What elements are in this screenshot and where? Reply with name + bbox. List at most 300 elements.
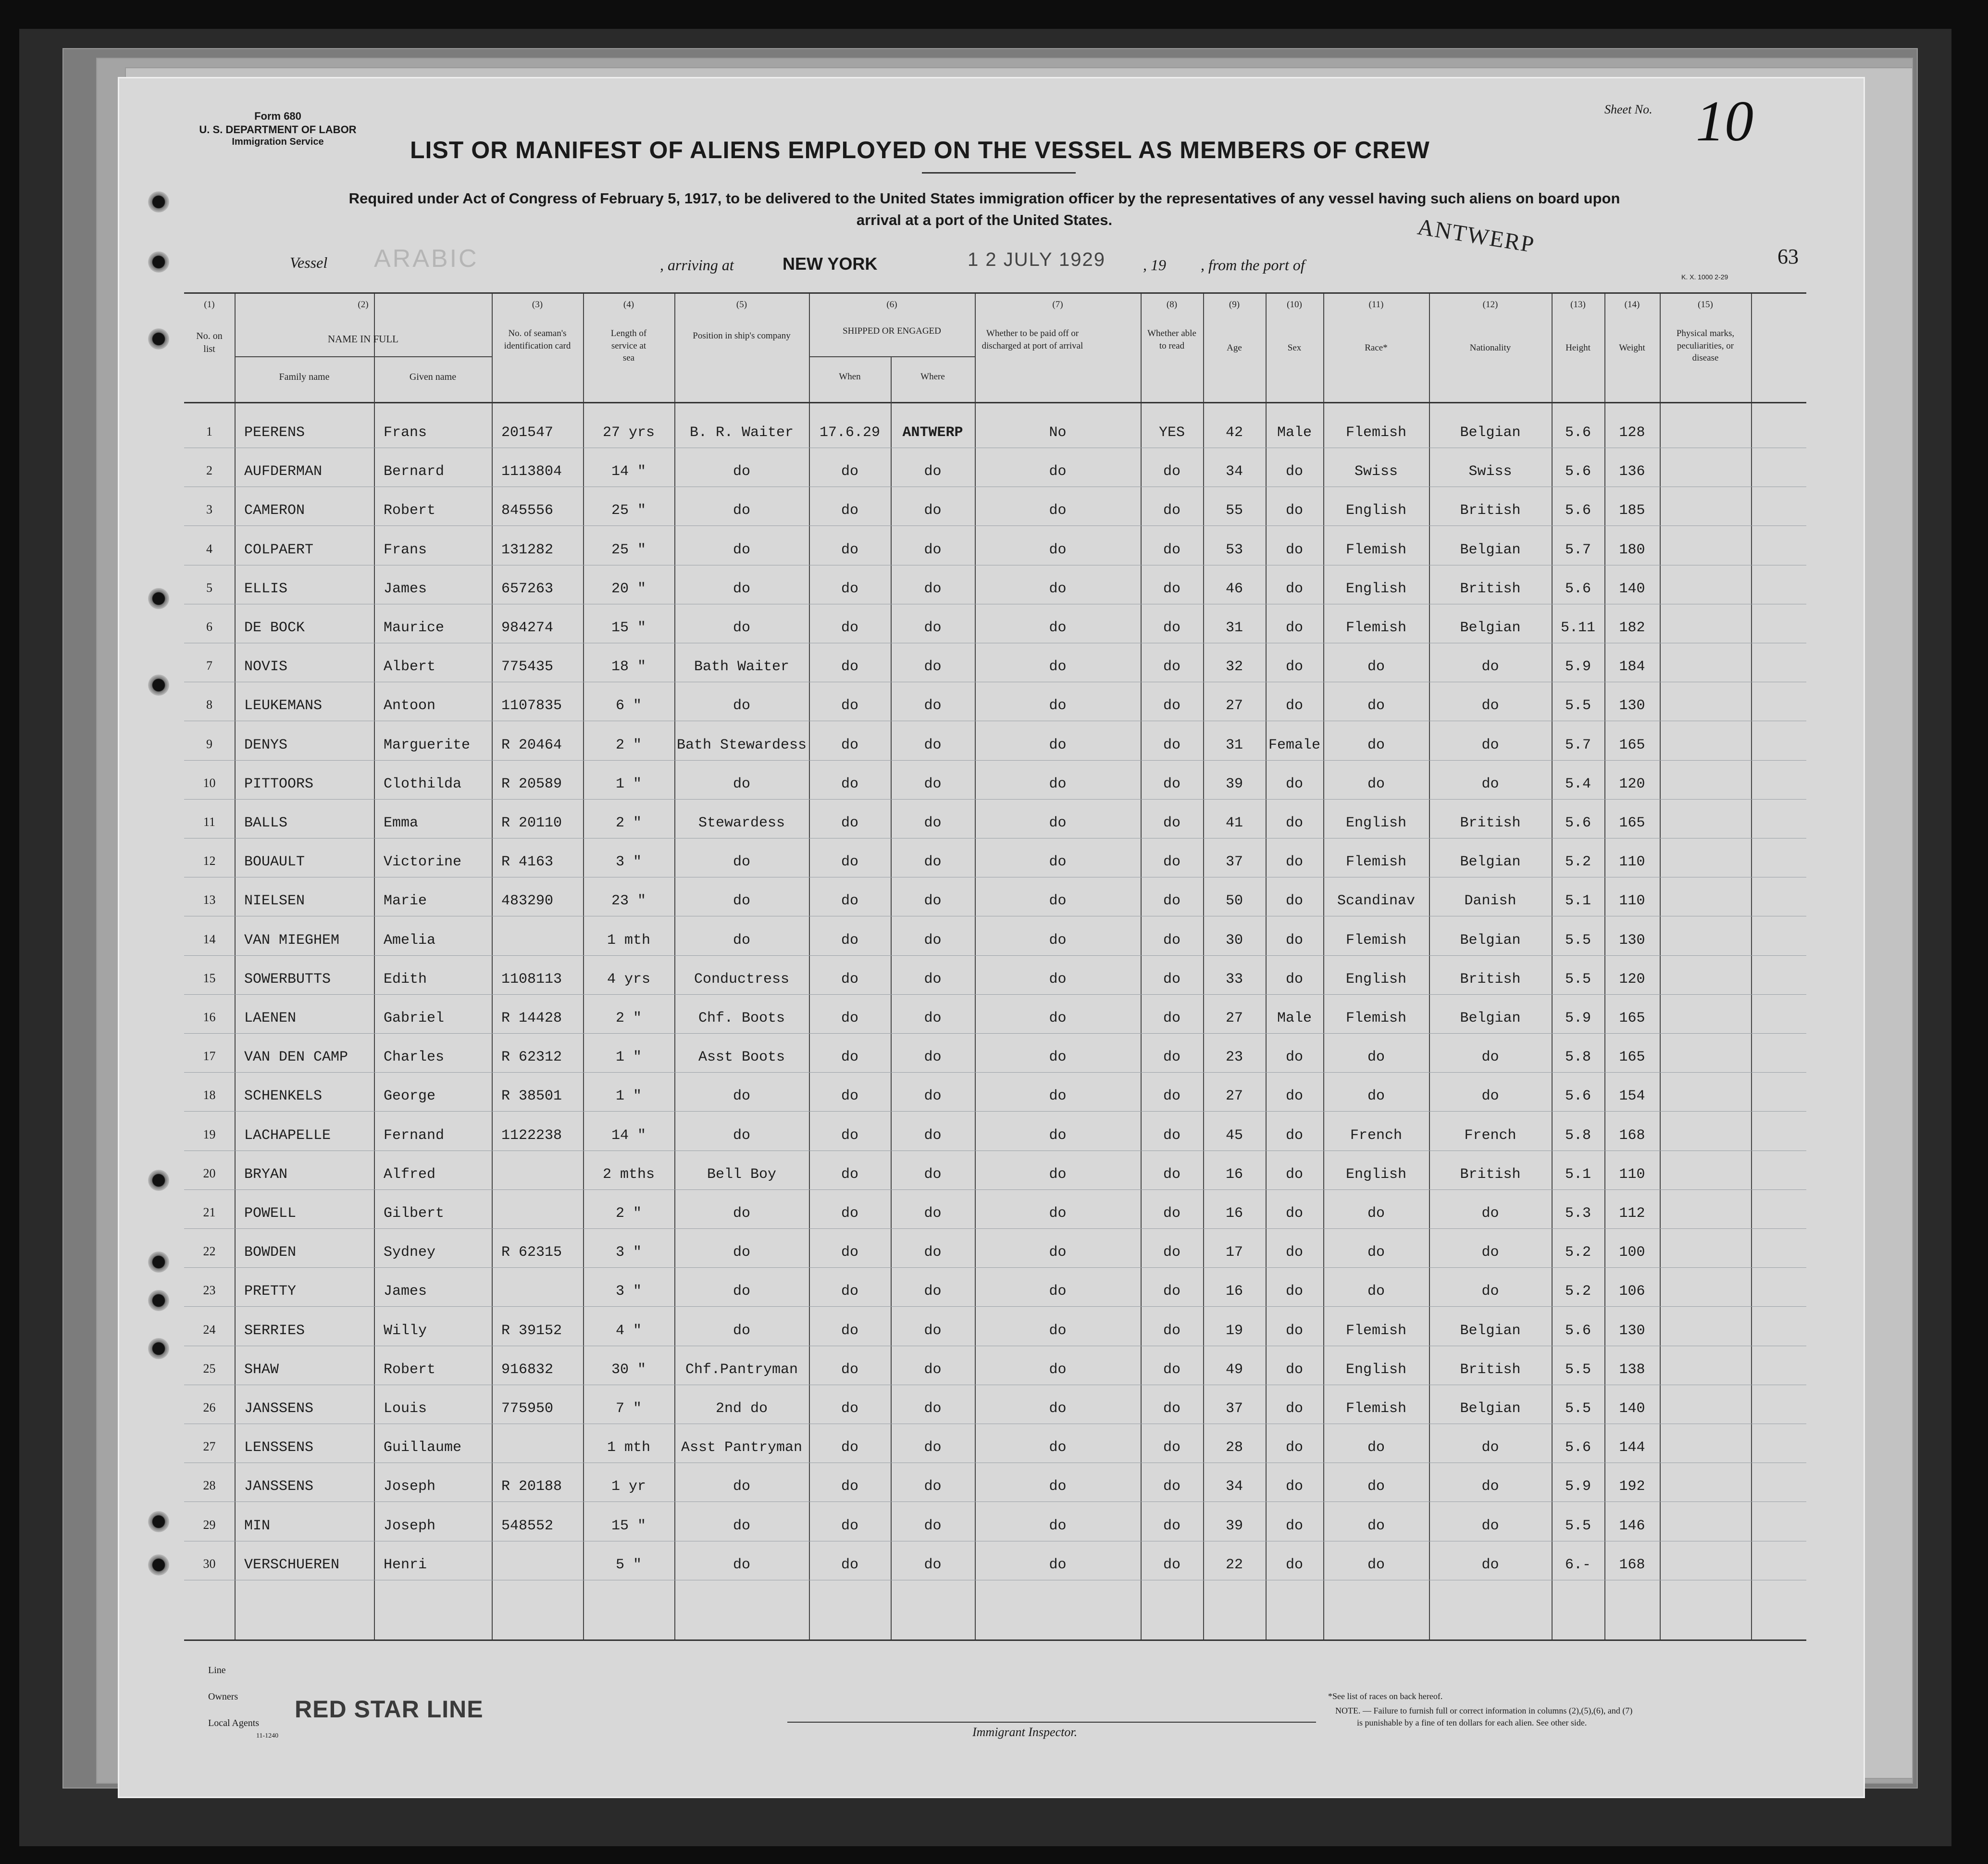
- header-position: Position in ship's company: [693, 331, 791, 341]
- cell-when: do: [841, 932, 858, 949]
- cell-no: 28: [203, 1478, 216, 1493]
- cell-age: 19: [1225, 1322, 1243, 1339]
- cell-length: 3 ": [615, 1244, 642, 1261]
- cell-family: SHAW: [244, 1361, 279, 1378]
- cell-read: do: [1163, 1517, 1180, 1534]
- cell-given: Marie: [384, 893, 427, 910]
- cell-length: 1 mth: [607, 1439, 650, 1456]
- cell-read: do: [1163, 541, 1180, 558]
- cell-length: 18 ": [611, 659, 646, 676]
- header-height: Height: [1566, 343, 1590, 353]
- cell-no: 27: [203, 1439, 216, 1454]
- cell-family: VAN MIEGHEM: [244, 932, 340, 949]
- table-row: [184, 1390, 1806, 1428]
- cell-card: 916832: [501, 1361, 554, 1378]
- table-row: [184, 609, 1806, 648]
- cell-where: do: [924, 1010, 942, 1026]
- cell-no: 13: [203, 893, 216, 907]
- cell-family: SCHENKELS: [244, 1088, 323, 1105]
- cell-given: Frans: [384, 425, 427, 441]
- row-rule: [184, 525, 1806, 526]
- inspector-label: Immigrant Inspector.: [972, 1725, 1078, 1739]
- cell-paid: do: [1049, 737, 1067, 753]
- title-rule: [922, 172, 1076, 174]
- cell-age: 34: [1225, 463, 1243, 480]
- cell-paid: do: [1049, 1205, 1067, 1222]
- cell-where: do: [924, 463, 942, 480]
- table-row: [184, 648, 1806, 687]
- cell-position: Chf.Pantryman: [685, 1361, 798, 1378]
- cell-paid: do: [1049, 1166, 1067, 1183]
- cell-when: do: [841, 1010, 858, 1026]
- cell-position: do: [733, 502, 750, 519]
- cell-where: do: [924, 620, 942, 636]
- cell-age: 32: [1225, 659, 1243, 676]
- cell-nat: Belgian: [1460, 541, 1521, 558]
- cell-nat: do: [1481, 776, 1499, 792]
- cell-read: do: [1163, 1361, 1180, 1378]
- punch-hole-icon: [148, 1170, 169, 1191]
- cell-age: 22: [1225, 1556, 1243, 1573]
- cell-given: Bernard: [384, 463, 445, 480]
- cell-weight: 165: [1619, 815, 1645, 831]
- cell-paid: do: [1049, 580, 1067, 597]
- cell-nat: do: [1481, 1478, 1499, 1495]
- subtitle-line-2: arrival at a port of the United States.: [856, 211, 1113, 228]
- cell-paid: do: [1049, 1361, 1067, 1378]
- cell-family: VERSCHUEREN: [244, 1556, 340, 1573]
- table-row: [184, 922, 1806, 960]
- header-when: When: [839, 372, 861, 382]
- cell-read: do: [1163, 1127, 1180, 1144]
- row-rule: [184, 1111, 1806, 1112]
- cell-height: 5.5: [1565, 698, 1591, 714]
- cell-no: 4: [206, 541, 212, 556]
- row-rule: [184, 955, 1806, 956]
- cell-given: Willy: [384, 1322, 427, 1339]
- cell-given: Gilbert: [384, 1205, 445, 1222]
- cell-nat: British: [1460, 580, 1521, 597]
- cell-given: Emma: [384, 815, 419, 831]
- cell-family: BOWDEN: [244, 1244, 297, 1261]
- cell-height: 5.9: [1565, 659, 1591, 676]
- note-line-2: is punishable by a fine of ten dollars for each alien. See other side.: [1357, 1718, 1587, 1727]
- cell-given: Marguerite: [384, 737, 471, 753]
- header-marks: Physical marks, peculiarities, or disease: [1676, 328, 1735, 363]
- cell-no: 3: [206, 502, 212, 517]
- cell-weight: 110: [1619, 854, 1645, 871]
- cell-age: 39: [1225, 776, 1243, 792]
- cell-family: SERRIES: [244, 1322, 305, 1339]
- cell-read: do: [1163, 815, 1180, 831]
- cell-when: do: [841, 1556, 858, 1573]
- cell-given: Frans: [384, 541, 427, 558]
- column-number: (14): [1624, 300, 1640, 310]
- cell-age: 45: [1225, 1127, 1243, 1144]
- cell-length: 15 ": [611, 620, 646, 636]
- cell-card: 201547: [501, 425, 554, 441]
- date-stamp: 1 2 JULY 1929: [968, 249, 1106, 270]
- cell-no: 11: [203, 815, 216, 829]
- cell-sex: do: [1285, 1244, 1303, 1261]
- cell-sex: do: [1285, 1439, 1303, 1456]
- cell-given: Louis: [384, 1401, 427, 1417]
- form-header: [182, 110, 374, 148]
- row-rule: [184, 1228, 1806, 1229]
- cell-height: 5.5: [1565, 1361, 1591, 1378]
- cell-no: 25: [203, 1361, 216, 1376]
- cell-family: CAMERON: [244, 502, 305, 519]
- cell-paid: do: [1049, 541, 1067, 558]
- cell-paid: do: [1049, 659, 1067, 676]
- cell-position: do: [733, 1517, 750, 1534]
- cell-sex: do: [1285, 932, 1303, 949]
- cell-given: Sydney: [384, 1244, 436, 1261]
- cell-race: do: [1367, 737, 1385, 753]
- cell-age: 16: [1225, 1283, 1243, 1300]
- table-row: [184, 1312, 1806, 1351]
- cell-read: do: [1163, 698, 1180, 714]
- cell-weight: 182: [1619, 620, 1645, 636]
- cell-paid: do: [1049, 854, 1067, 871]
- cell-race: Flemish: [1345, 932, 1407, 949]
- cell-sex: do: [1285, 1205, 1303, 1222]
- cell-given: Robert: [384, 502, 436, 519]
- arrival-port: NEW YORK: [783, 254, 878, 274]
- cell-nat: British: [1460, 502, 1521, 519]
- cell-race: English: [1345, 1361, 1407, 1378]
- cell-position: do: [733, 893, 750, 910]
- cell-nat: do: [1481, 1517, 1499, 1534]
- cell-given: Gabriel: [384, 1010, 445, 1026]
- cell-height: 5.2: [1565, 854, 1591, 871]
- cell-race: do: [1367, 776, 1385, 792]
- cell-family: AUFDERMAN: [244, 463, 323, 480]
- cell-when: do: [841, 776, 858, 792]
- cell-length: 14 ": [611, 1127, 646, 1144]
- cell-age: 55: [1225, 502, 1243, 519]
- cell-card: 984274: [501, 620, 554, 636]
- cell-weight: 168: [1619, 1127, 1645, 1144]
- cell-race: Flemish: [1345, 425, 1407, 441]
- row-rule: [184, 1306, 1806, 1307]
- cell-race: English: [1345, 502, 1407, 519]
- cell-position: Bell Boy: [707, 1166, 777, 1183]
- cell-family: PRETTY: [244, 1283, 297, 1300]
- cell-height: 5.8: [1565, 1049, 1591, 1066]
- column-number: (9): [1229, 300, 1240, 310]
- cell-paid: do: [1049, 1127, 1067, 1144]
- cell-no: 29: [203, 1517, 216, 1532]
- cell-race: Scandinav: [1337, 893, 1416, 910]
- sub-header-rule: [809, 356, 975, 357]
- cell-paid: do: [1049, 1244, 1067, 1261]
- table-row: [184, 1429, 1806, 1467]
- cell-race: do: [1367, 698, 1385, 714]
- cell-read: do: [1163, 1322, 1180, 1339]
- cell-sex: do: [1285, 580, 1303, 597]
- cell-weight: 140: [1619, 1401, 1645, 1417]
- cell-when: do: [841, 1517, 858, 1534]
- cell-family: POWELL: [244, 1205, 297, 1222]
- cell-nat: Belgian: [1460, 1322, 1521, 1339]
- cell-when: do: [841, 1361, 858, 1378]
- cell-length: 2 ": [615, 815, 642, 831]
- cell-where: do: [924, 580, 942, 597]
- print-code: K. X. 1000 2-29: [1681, 273, 1728, 281]
- cell-family: COLPAERT: [244, 541, 314, 558]
- cell-paid: do: [1049, 463, 1067, 480]
- cell-sex: do: [1285, 1478, 1303, 1495]
- cell-sex: Male: [1277, 425, 1312, 441]
- cell-length: 20 ": [611, 580, 646, 597]
- cell-weight: 154: [1619, 1088, 1645, 1105]
- table-row: [184, 1038, 1806, 1077]
- cell-height: 5.6: [1565, 502, 1591, 519]
- cell-age: 42: [1225, 425, 1243, 441]
- cell-when: do: [841, 737, 858, 753]
- cell-race: do: [1367, 659, 1385, 676]
- cell-where: do: [924, 737, 942, 753]
- cell-position: do: [733, 541, 750, 558]
- cell-where: do: [924, 971, 942, 988]
- cell-position: do: [733, 932, 750, 949]
- cell-race: do: [1367, 1517, 1385, 1534]
- cell-race: Flemish: [1345, 1401, 1407, 1417]
- table-row: [184, 531, 1806, 570]
- cell-read: do: [1163, 932, 1180, 949]
- cell-where: do: [924, 1244, 942, 1261]
- cell-no: 8: [206, 698, 212, 712]
- cell-no: 23: [203, 1283, 216, 1298]
- cell-position: Bath Waiter: [694, 659, 790, 676]
- cell-read: do: [1163, 1283, 1180, 1300]
- cell-where: do: [924, 893, 942, 910]
- cell-when: do: [841, 1049, 858, 1066]
- cell-card: R 20188: [501, 1478, 562, 1495]
- cell-card: R 39152: [501, 1322, 562, 1339]
- cell-race: English: [1345, 971, 1407, 988]
- cell-sex: do: [1285, 1127, 1303, 1144]
- cell-family: BALLS: [244, 815, 288, 831]
- row-rule: [184, 1072, 1806, 1073]
- cell-weight: 180: [1619, 541, 1645, 558]
- cell-card: 1107835: [501, 698, 562, 714]
- cell-paid: do: [1049, 1439, 1067, 1456]
- cell-sex: do: [1285, 1322, 1303, 1339]
- table-row: [184, 765, 1806, 804]
- cell-weight: 128: [1619, 425, 1645, 441]
- cell-where: do: [924, 659, 942, 676]
- agents-label: Local Agents: [208, 1718, 260, 1728]
- from-label: , from the port of: [1201, 256, 1305, 274]
- cell-length: 1 ": [615, 776, 642, 792]
- department: U. S. DEPARTMENT OF LABOR: [199, 123, 357, 136]
- cell-where: do: [924, 1205, 942, 1222]
- page-number: 63: [1777, 245, 1799, 268]
- cell-no: 19: [203, 1127, 216, 1141]
- row-rule: [184, 799, 1806, 800]
- cell-sex: do: [1285, 1166, 1303, 1183]
- page-title: LIST OR MANIFEST OF ALIENS EMPLOYED ON THE VESSEL AS MEMBERS OF CREW: [410, 137, 1430, 163]
- subtitle-line-1: Required under Act of Congress of February 5, 1917, to be delivered to the United States immigration officer by the representatives of any vessel having such aliens on board upon: [348, 190, 1620, 207]
- cell-read: do: [1163, 1439, 1180, 1456]
- cell-age: 37: [1225, 854, 1243, 871]
- cell-given: Charles: [384, 1049, 445, 1066]
- cell-sex: Female: [1268, 737, 1321, 753]
- cell-read: do: [1163, 620, 1180, 636]
- cell-height: 5.3: [1565, 1205, 1591, 1222]
- owners-label: Owners: [208, 1691, 238, 1702]
- row-rule: [184, 1501, 1806, 1502]
- column-number: (3): [532, 300, 543, 310]
- cell-read: do: [1163, 737, 1180, 753]
- cell-age: 31: [1225, 620, 1243, 636]
- cell-card: 775435: [501, 659, 554, 676]
- cell-position: do: [733, 463, 750, 480]
- cell-position: do: [733, 1244, 750, 1261]
- cell-no: 5: [206, 580, 212, 595]
- cell-race: Flemish: [1345, 1010, 1407, 1026]
- year-label: , 19: [1143, 256, 1166, 274]
- agents-code: 11-1240: [256, 1732, 279, 1739]
- cell-when: do: [841, 580, 858, 597]
- note-line-1: NOTE. — Failure to furnish full or correct information in columns (2),(5),(6), and (7): [1335, 1706, 1633, 1715]
- cell-paid: do: [1049, 815, 1067, 831]
- cell-family: MIN: [244, 1517, 271, 1534]
- cell-length: 3 ": [615, 1283, 642, 1300]
- cell-where: do: [924, 1439, 942, 1456]
- cell-position: Chf. Boots: [698, 1010, 785, 1026]
- table-row: [184, 1468, 1806, 1506]
- cell-family: NIELSEN: [244, 893, 305, 910]
- cell-age: 31: [1225, 737, 1243, 753]
- cell-length: 2 ": [615, 1010, 642, 1026]
- cell-read: do: [1163, 893, 1180, 910]
- cell-race: Flemish: [1345, 1322, 1407, 1339]
- cell-no: 22: [203, 1244, 216, 1259]
- cell-length: 4 ": [615, 1322, 642, 1339]
- cell-length: 30 ": [611, 1361, 646, 1378]
- cell-paid: do: [1049, 1478, 1067, 1495]
- cell-no: 14: [203, 932, 216, 946]
- table-row: [184, 1546, 1806, 1585]
- punch-hole-icon: [148, 328, 169, 350]
- cell-where: do: [924, 1478, 942, 1495]
- cell-sex: do: [1285, 854, 1303, 871]
- cell-height: 5.5: [1565, 1401, 1591, 1417]
- cell-age: 16: [1225, 1166, 1243, 1183]
- cell-when: do: [841, 463, 858, 480]
- cell-paid: do: [1049, 1401, 1067, 1417]
- cell-given: Guillaume: [384, 1439, 462, 1456]
- column-number: (12): [1482, 300, 1498, 310]
- cell-race: English: [1345, 580, 1407, 597]
- cell-when: do: [841, 1166, 858, 1183]
- column-number: (8): [1166, 300, 1178, 310]
- from-port-stamp: ANTWERP: [1416, 214, 1537, 258]
- cell-length: 2 ": [615, 737, 642, 753]
- column-number: (4): [623, 300, 634, 310]
- column-number: (1): [204, 300, 215, 310]
- cell-nat: Danish: [1464, 893, 1516, 910]
- cell-length: 1 ": [615, 1049, 642, 1066]
- table-row: [184, 1351, 1806, 1389]
- cell-when: do: [841, 1478, 858, 1495]
- cell-sex: do: [1285, 1049, 1303, 1066]
- cell-given: Edith: [384, 971, 427, 988]
- cell-where: do: [924, 854, 942, 871]
- cell-nat: do: [1481, 659, 1499, 676]
- cell-nat: Swiss: [1468, 463, 1512, 480]
- cell-card: 1122238: [501, 1127, 562, 1144]
- table-row: [184, 1507, 1806, 1546]
- cell-paid: do: [1049, 1556, 1067, 1573]
- cell-card: 657263: [501, 580, 554, 597]
- service: Immigration Service: [232, 137, 324, 147]
- cell-paid: do: [1049, 893, 1067, 910]
- cell-weight: 140: [1619, 580, 1645, 597]
- cell-sex: do: [1285, 1401, 1303, 1417]
- cell-family: BRYAN: [244, 1166, 288, 1183]
- cell-given: Clothilda: [384, 776, 462, 792]
- row-rule: [184, 760, 1806, 761]
- cell-position: do: [733, 1088, 750, 1105]
- sheet-label: Sheet No.: [1604, 102, 1653, 116]
- cell-height: 6.-: [1565, 1556, 1591, 1573]
- cell-given: Joseph: [384, 1478, 436, 1495]
- cell-family: VAN DEN CAMP: [244, 1049, 348, 1066]
- header-length-service: Length of service at sea: [610, 328, 647, 363]
- cell-race: do: [1367, 1478, 1385, 1495]
- cell-position: 2nd do: [715, 1401, 768, 1417]
- cell-height: 5.2: [1565, 1283, 1591, 1300]
- cell-where: do: [924, 541, 942, 558]
- cell-nat: British: [1460, 1361, 1521, 1378]
- cell-race: Flemish: [1345, 620, 1407, 636]
- cell-position: do: [733, 1556, 750, 1573]
- cell-position: do: [733, 580, 750, 597]
- cell-when: do: [841, 1244, 858, 1261]
- cell-age: 50: [1225, 893, 1243, 910]
- cell-no: 16: [203, 1010, 216, 1024]
- cell-when: do: [841, 541, 858, 558]
- cell-card: R 20589: [501, 776, 562, 792]
- sub-header-rule: [235, 356, 492, 357]
- cell-sex: do: [1285, 815, 1303, 831]
- cell-when: do: [841, 502, 858, 519]
- column-number: (13): [1570, 300, 1586, 310]
- cell-card: R 20110: [501, 815, 562, 831]
- cell-length: 3 ": [615, 854, 642, 871]
- cell-nat: Belgian: [1460, 620, 1521, 636]
- cell-weight: 168: [1619, 1556, 1645, 1573]
- cell-paid: do: [1049, 932, 1067, 949]
- punch-hole-icon: [148, 1290, 169, 1311]
- cell-card: 548552: [501, 1517, 554, 1534]
- line-label: Line: [208, 1665, 226, 1676]
- cell-no: 20: [203, 1166, 216, 1180]
- cell-where: do: [924, 1283, 942, 1300]
- cell-no: 7: [206, 659, 212, 673]
- cell-read: do: [1163, 1556, 1180, 1573]
- cell-sex: do: [1285, 971, 1303, 988]
- punch-hole-icon: [148, 675, 169, 696]
- cell-weight: 110: [1619, 1166, 1645, 1183]
- cell-race: Flemish: [1345, 541, 1407, 558]
- table-row: [184, 726, 1806, 765]
- column-number: (6): [886, 300, 897, 310]
